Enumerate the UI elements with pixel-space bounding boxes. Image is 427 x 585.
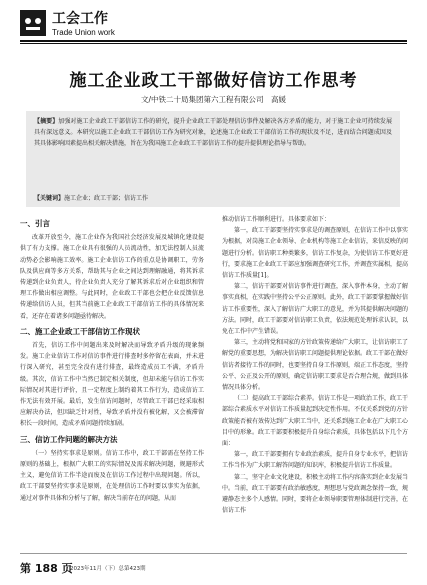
paragraph: 第三，主动将党和国家的方针政策传递给广大职工，让信访职工了解党的重要思想，为解决信访职工问题提供理论依据。政工干部在做好信访者接待工作的同时，也要坚持自身工作原则，端正工作态度，坚持公平、公正及公开的原则，确定信访职工要求是否合理合规，做到具体情况具体分析。	[222, 339, 408, 392]
section-heading-intro: 一、引言	[20, 219, 50, 228]
left-column	[20, 214, 204, 549]
column-logo-icon	[20, 10, 46, 36]
paragraph: 第二，信访干部要对信访事件进行调查，深入事件本身，主动了解事实真相，在实践中坚持公平公正原则。此外，政工干部要掌握做好信访工作重要性，深入了解信访广大职工的意见，并为其提供解决问题的方法。同时，政工干部要对信访职工负责，依法规范处理诉求认识，以免在工作中产生错误。	[222, 283, 408, 336]
abstract-text: 加强对施工企业政工干部信访工作的研究，提升企业政工干部处理信访事件及解决各方矛盾的能力，对于施工企业可持续发展具有深远意义。本研究以施工企业政工干部信访工作为研究对象，论述施工企业政工干部信访工作的现状及不足，进而结合问题成因及其具体影响因素提出相关解决措施，旨在为我国施工企业政工干部信访工作的提升提供理论指导与帮助。	[34, 118, 392, 147]
paragraph: （一）坚持实事求是原则。信访工作中，政工干部需在坚持工作原则的基础上，根据广大职工的实际情况及需求解决问题，规避形式主义，避免信访工作半途而废及在信访工作过程中出现问题。所以，政工干部要坚持实事求是原则，在处理信访工作时要以事实为依据，通过对事件具体和分析与了解，解决当前存在的问题，从而	[20, 449, 204, 502]
section-heading-solutions: 三、信访工作问题的解决方法	[20, 434, 118, 444]
article-byline: 文/中铁二十局集团第六工程有限公司 高媛	[140, 95, 287, 104]
keywords-label: 【关键词】	[34, 195, 65, 202]
article-title: 施工企业政工干部做好信访工作思考	[69, 71, 358, 91]
paragraph: 首先，信访工作中问题出来及时解决而导致矛盾升级的现象频发。施工企业信访工作对信访事件进行排查时多停留在表面，并未进行深入研究，甚至完全没有进行排查，最终造成员工不满，矛盾升级。其次，信访工作中当然已制定相关制度，但却未能与信访工作实际情况对其进行评价，且一定程度上制约着其工作行为，造成信访工作无法有效开展。最后，发生信访问题时，尽管政工干部已经采取相应解决办法，但因缺乏针对性，导致矛盾并没有被化解，又会被滞留积长一段时间，造成矛盾问题持续加剧。	[20, 342, 204, 428]
paragraph: 推动信访工作顺利进行。具体要求如下：	[222, 216, 331, 223]
paragraph: 改革开放至今，施工企业作为我国社会经济发展及城镇化建设提供了有力支撑。施工企业具有很强的人员流动性，加无法控制人员流动势必会影响施工效率。施工企业信访工作的重点是协调职工，劳务队及供应商等多方关系，帮助其与企业之间达到理解融通，将其诉求传递到企业负责人，待企业负责人充分了解其诉求后对企业组织和管理工作做出相应调整。与此同时，企业政工干部也会把企业反馈信息传递给信访人员，但其当前施工企业政工干部信访工作的具体情况来看，还存在着诸多问题亟待解决。	[20, 234, 204, 320]
header-rule-thin	[20, 43, 407, 44]
issue-info: 2023年11月（下）总第423期	[70, 566, 146, 572]
paragraph: 第一，政工干部要坚持实事求是的调查原则，在信访工作中以事实为根据，对岗施工企业领导、企业机构等施工企业信访，来信反映的问题进行分析。信访职工种类繁多，信访工作复杂，为使信访工作更好进行，要求施工企业政工干部应加强调查研究工作，并调查实属相，提高信访工作质量[1]。	[222, 227, 408, 280]
column-subtitle: Trade Union work	[52, 28, 115, 37]
keywords-text: 施工企业；政工干部；信访工作	[64, 195, 149, 202]
keywords	[34, 194, 392, 204]
right-column	[222, 214, 408, 549]
footer-rule	[20, 553, 407, 554]
paragraph: 第二，坚守企业文化建设，积极主动将工作内容落实到企业发展当中。当前，政工干部要有政治敏感度，理想思与党政调念保持一致，规避静态主多个人感情。同时，要将企业领导职要管理体制进行完善，在信访工作	[222, 473, 408, 515]
section-heading-status: 二、施工企业政工干部信访工作现状	[20, 326, 140, 336]
page-number: 第 188 页	[20, 562, 73, 575]
abstract-label: 【摘要】	[34, 118, 59, 125]
header-rule	[20, 40, 407, 42]
paragraph: （二）提高政工干部综合素养。信访工作是一项政治工作，政工干部综合素质水平对信访工作质量起到决定性作用。不仅关系到党的方针政策能否被有效传达到广大职工当中，还关系到施工企业在广大职工心目中的形象。政工干部要积极提升自身综合素质，具体包括以下几个方面：	[222, 395, 408, 448]
paragraph: 第一，政工干部要拥有专业政治素质，提升自身专业水平，把信访工作当作为广大职工解答问题的知识库，积极提升信访工作质量。	[222, 451, 408, 470]
abstract	[34, 116, 392, 149]
column-title: 工会工作	[52, 11, 108, 27]
